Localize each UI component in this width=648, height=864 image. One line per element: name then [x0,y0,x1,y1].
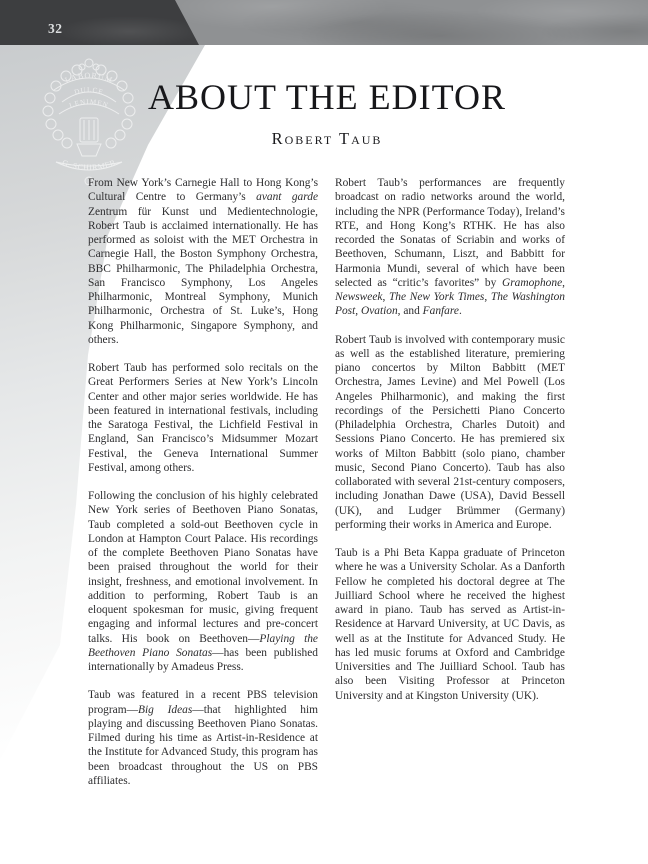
crest-banner-name: G. SCHIRMER [61,157,117,173]
left-column [88,176,318,802]
two-column-text [88,176,566,802]
right-column [335,176,565,802]
paragraph: Robert Taub has performed solo recitals on the Great Performers Series at New York’s Lincoln Center and other major series worldwide. He has been featured in international festivals, including the Saratoga Festival, the Lichfield Festival in England, San Francisco’s Midsummer Mozart Festival, the Geneva International Summer Festival, among others. [88,362,318,474]
paragraph: Following the conclusion of his highly celebrated New York series of Beethoven Piano Sonatas, Taub completed a sold-out Beethoven cycle in London at Hampton Court Palace. His recordings of the complete Beethoven Piano Sonatas have been praised throughout the world for their insight, freshness, and emotional involvement. In addition to performing, Robert Taub is an eloquent spokesman for music, giving frequent engaging and informal lectures and pre-concert talks. His book on Beethoven—Playing the Beethoven Piano Sonatas—has been published internationally by Amadeus Press. [88,490,318,673]
crest-motto-line-3: LENIMEN [68,97,110,110]
header-band [0,0,648,45]
paragraph: Taub was featured in a recent PBS television program—Big Ideas—that highlighted him playing and discussing Beethoven Piano Sonatas. Filmed during his time as Artist-in-Residence at the Institute for Advanced Study, this program has been broadcast throughout the US on PBS affiliates. [88,689,318,787]
svg-text:G. SCHIRMER [61,158,117,172]
paragraph: Taub is a Phi Beta Kappa graduate of Princeton where he was a University Scholar. As a Danforth Fellow he completed his doctoral degree at The Juilliard School where he received the highest award in piano. Taub has served as Artist-in-Residence at Harvard University, at UC Davis, as well as at the Institute for Advanced Study. He has led music forums at Oxford and Cambridge Universities and The Juilliard School. Taub has also been Visiting Professor at Princeton University and at Kingston University (UK). [335,547,565,702]
editor-name-heading: Robert Taub [271,129,383,148]
paragraph: Robert Taub is involved with contemporary music as well as the established literature, premiering piano concertos by Milton Babbitt (MET Orchestra, James Levine) and Mel Powell (Los Angeles Philharmonic), and making the first recordings of the Persichetti Piano Concerto (Philadelphia Orchestra, Charles Dutoit) and Sessions Piano Concerto. He has premiered six works of Milton Babbitt (solo piano, chamber music, Second Piano Concerto). Taub has also collaborated with several 21st-century composers, including Jonathan Dawe (USA), David Bessell (UK), and Ludger Brümmer (Germany) performing their works in America and Europe. [335,333,565,531]
page-number: 32 [48,21,63,36]
page-title: ABOUT THE EDITOR [148,77,506,117]
crest-motto-line-1: LABORUM [63,70,115,85]
crest-motto-line-2: DULCE [73,85,105,97]
paragraph: From New York’s Carnegie Hall to Hong Kong’s Cultural Centre to Germany’s avant garde Zentrum für Kunst und Medientechnologie, Robert Taub is acclaimed internationally. He has performed as soloist with the MET Orchestra in Carnegie Hall, the Boston Symphony Orchestra, BBC Philharmonic, The Philadelphia Orchestra, San Francisco Symphony, Los Angeles Philharmonic, Montreal Symphony, Munich Philharmonic, Orchestra of St. Luke’s, Hong Kong Philharmonic, Singapore Symphony, and others. [88,177,318,346]
paragraph: Robert Taub’s performances are frequently broadcast on radio networks around the world, including the NPR (Performance Today), Ireland’s RTE, and Hong Kong’s RTHK. He has also recorded the Sonatas of Scriabin and works of Beethoven, Schumann, Liszt, and Babbitt for Harmonia Mundi, several of which have been selected as “critic’s favorites” by Gramophone, Newsweek, The New York Times, The Washington Post, Ovation, and Fanfare. [335,177,565,318]
